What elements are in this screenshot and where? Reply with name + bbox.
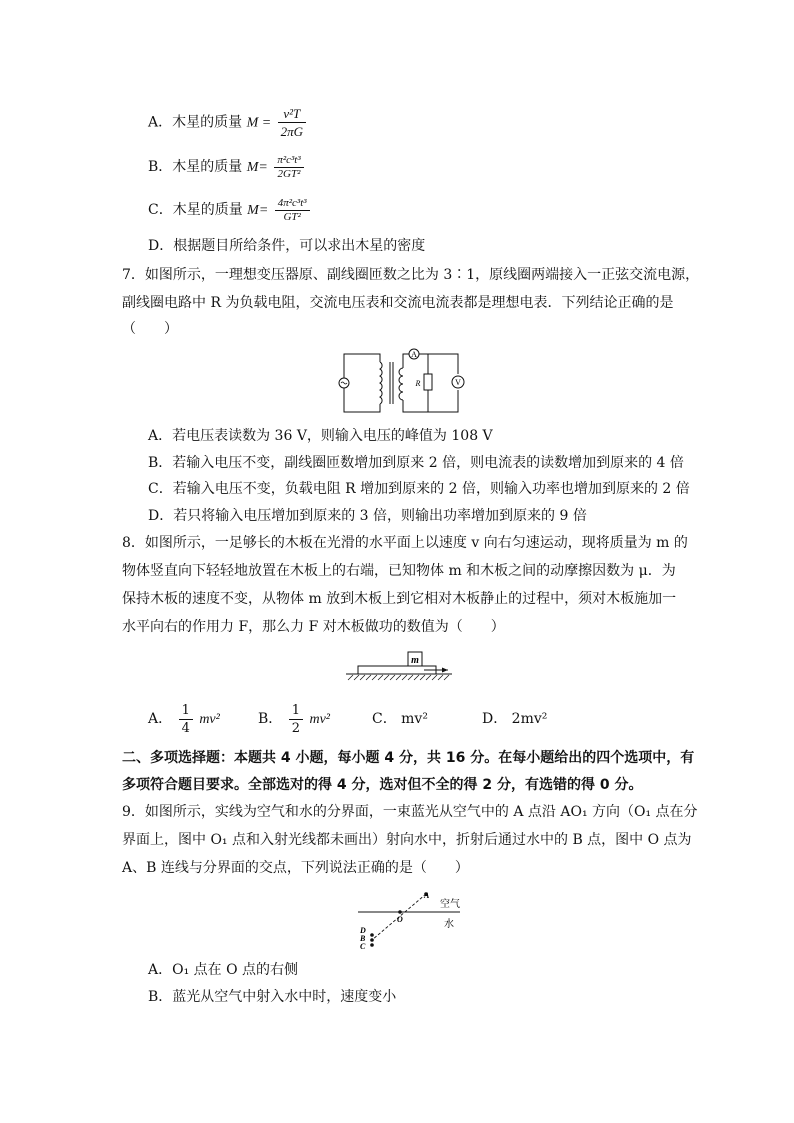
q8-option-b — [258, 700, 330, 738]
q6-option-d: D．根据题目所给条件，可以求出木星的密度 — [148, 238, 426, 254]
q8-stem-line2: 物体竖直向下轻轻地放置在木板上的右端，已知物体 m 和木板之间的动摩擦因数为 μ．为 — [122, 563, 676, 579]
option-b-numerator: π²c³t³ — [274, 154, 303, 168]
voltmeter-label: V — [455, 378, 461, 387]
option-a-label: A． — [148, 711, 173, 727]
option-b-numerator: 1 — [289, 702, 303, 720]
option-b-denominator: 2 — [291, 720, 301, 736]
option-a-denominator: 2πG — [280, 124, 304, 139]
q7-option-d: D．若只将输入电压增加到原来的 3 倍，则输出功率增加到原来的 9 倍 — [148, 508, 587, 524]
point-c-label: C — [360, 942, 366, 951]
q7-stem-line3: （ ） — [122, 321, 178, 337]
option-a-fraction — [278, 105, 306, 140]
option-c-lhs: M= — [247, 203, 269, 218]
option-a-tail: mv² — [199, 712, 220, 727]
q8-stem-line3: 保持木板的速度不变，从物体 m 放到木板上到它相对木板静止的过程中，须对木板施加一 — [122, 591, 677, 607]
air-label: 空气 — [440, 899, 460, 910]
section2-header-line2: 多项符合题目要求。全部选对的得 4 分，选对但不全的得 2 分，有选错的得 0 分。 — [122, 777, 643, 793]
refraction-figure — [356, 886, 466, 954]
q8-option-a — [148, 700, 220, 738]
q6-option-c — [148, 195, 312, 225]
block-label: m — [411, 655, 419, 666]
q9-option-a: A．O₁ 点在 O 点的右侧 — [148, 962, 299, 978]
option-c-text: C．木星的质量 — [148, 202, 243, 218]
q9-stem-line3: A、B 连线与分界面的交点，下列说法正确的是（ ） — [122, 860, 469, 876]
q6-option-a — [148, 105, 308, 139]
ammeter-label: A — [411, 350, 417, 359]
option-b-label: B． — [258, 711, 283, 727]
q8-stem-line4: 水平向右的作用力 F，那么力 F 对木板做功的数值为（ ） — [122, 619, 505, 635]
resistor-icon — [424, 374, 432, 390]
ground-hatching — [348, 675, 449, 680]
q9-option-b: B．蓝光从空气中射入水中时，速度变小 — [148, 989, 397, 1005]
q9-stem-line2: 界面上，图中 O₁ 点和入射光线都未画出）射向水中，折射后通过水中的 B 点，图中 O 点为 — [122, 832, 692, 848]
option-b-denominator: 2GT² — [277, 167, 301, 180]
option-b-text: B．木星的质量 — [148, 159, 243, 175]
option-c-numerator: 4π²c³t³ — [275, 197, 310, 211]
resistor-label: R — [415, 379, 421, 388]
option-a-denominator: 4 — [181, 720, 190, 736]
option-a-numerator: v²T — [278, 105, 306, 123]
option-a-numerator: 1 — [179, 702, 193, 720]
q8-option-c: C． mv² — [372, 711, 428, 727]
section2-header-line1: 二、多项选择题：本题共 4 小题，每小题 4 分，共 16 分。在每小题给出的四个选项中，有 — [122, 750, 695, 766]
option-c-denominator: GT² — [283, 210, 301, 223]
q7-stem-line1: 7．如图所示，一理想变压器原、副线圈匝数之比为 3∶1，原线圈两端接入一正弦交流电源， — [122, 267, 700, 283]
q7-option-c: C．若输入电压不变，负载电阻 R 增加到原来的 2 倍，则输入功率也增加到原来的 2 倍 — [148, 481, 690, 497]
secondary-coil-icon — [399, 368, 403, 400]
q8-option-d: D． 2mv² — [482, 711, 548, 727]
option-b-fraction — [289, 702, 303, 737]
q9-stem-line1: 9．如图所示，实线为空气和水的分界面，一束蓝光从空气中的 A 点沿 AO₁ 方向（O₁ 点在分 — [122, 804, 698, 820]
option-a-fraction — [179, 702, 193, 737]
point-o-label: O — [397, 915, 403, 924]
velocity-arrow-icon — [442, 668, 448, 673]
option-a-lhs: M = — [246, 115, 272, 131]
q7-option-a: A．若电压表读数为 36 V，则输入电压的峰值为 108 V — [148, 428, 493, 444]
option-a-text: A．木星的质量 — [148, 114, 243, 131]
option-b-tail: mv² — [309, 712, 331, 727]
q6-option-b — [148, 152, 306, 182]
option-b-fraction — [274, 154, 303, 181]
option-b-lhs: M= — [246, 160, 268, 175]
transformer-circuit-figure — [338, 348, 468, 414]
q7-stem-line2: 副线圈电路中 R 为负载电阻，交流电压表和交流电流表都是理想电表．下列结论正确的是 — [122, 295, 674, 311]
point-a-label: A — [424, 891, 430, 900]
point-d-label: D — [360, 926, 366, 935]
q7-option-b: B．若输入电压不变，副线圈匝数增加到原来 2 倍，则电流表的读数增加到原来的 4 倍 — [148, 455, 684, 471]
q8-stem-line1: 8．如图所示，一足够长的木板在光滑的水平面上以速度 v 向右匀速运动，现将质量为 m 的 — [122, 535, 688, 551]
option-c-fraction — [275, 197, 310, 224]
point-b-label: B — [360, 934, 366, 943]
plank-block-figure — [344, 646, 454, 682]
water-label: 水 — [444, 919, 454, 930]
